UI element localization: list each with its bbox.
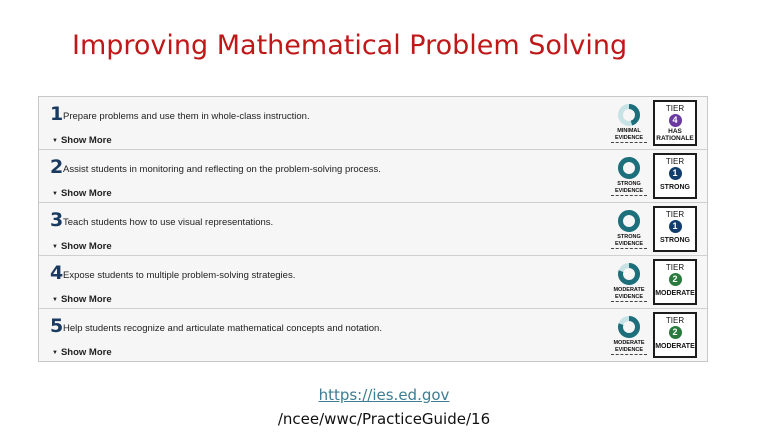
recommendation-row (39, 97, 707, 150)
show-more-button[interactable] (52, 241, 112, 252)
tier-number: 1 (669, 220, 682, 233)
recommendation-text: Prepare problems and use them in whole-class instruction. (63, 111, 310, 122)
tier-word: TIER (665, 316, 685, 325)
evidence-label-line1: MODERATE (613, 340, 645, 346)
evidence-label-line1: MODERATE (613, 287, 645, 293)
evidence-ring-icon (617, 103, 641, 127)
recommendation-row (39, 256, 707, 309)
evidence-label-line2: EVIDENCE (614, 346, 644, 353)
tier-badge (653, 312, 697, 358)
recommendation-number: 5 (50, 315, 64, 337)
caret-down-icon: ▼ (52, 350, 58, 356)
tier-badge (653, 259, 697, 305)
show-more-label: Show More (60, 294, 112, 305)
tier-badge (653, 153, 697, 199)
evidence-badge (611, 156, 647, 198)
tier-number: 2 (669, 273, 682, 286)
recommendation-text: Help students recognize and articulate mathematical concepts and notation. (63, 323, 382, 334)
caret-down-icon: ▼ (52, 244, 58, 250)
tier-desc-line2: RATIONALE (656, 135, 694, 142)
evidence-label-line2: EVIDENCE (614, 187, 644, 194)
recommendation-number: 2 (50, 156, 64, 178)
evidence-badge (611, 262, 647, 304)
evidence-label (611, 234, 647, 249)
show-more-button[interactable] (52, 135, 112, 146)
show-more-label: Show More (60, 241, 112, 252)
recommendation-text: Expose students to multiple problem-solving strategies. (63, 270, 296, 281)
tier-desc-line1: STRONG (660, 237, 690, 244)
evidence-label-line1: STRONG (617, 234, 641, 240)
evidence-label-line1: MINIMAL (617, 128, 641, 134)
evidence-ring-icon (617, 262, 641, 286)
evidence-label (611, 128, 647, 143)
recommendation-number: 1 (50, 103, 64, 125)
show-more-button[interactable] (52, 347, 112, 358)
recommendation-list (38, 96, 708, 362)
evidence-label (611, 181, 647, 196)
tier-word: TIER (665, 263, 685, 272)
caret-down-icon: ▼ (52, 297, 58, 303)
tier-badge (653, 206, 697, 252)
tier-desc-line1: MODERATE (655, 290, 695, 297)
source-link[interactable]: https://ies.ed.gov (318, 386, 450, 404)
evidence-ring-icon (617, 209, 641, 233)
tier-number: 1 (669, 167, 682, 180)
show-more-button[interactable] (52, 188, 112, 199)
tier-number: 4 (669, 114, 682, 127)
tier-word: TIER (665, 104, 685, 113)
tier-word: TIER (665, 210, 685, 219)
evidence-label-line2: EVIDENCE (614, 134, 644, 141)
recommendation-row (39, 309, 707, 362)
recommendation-row (39, 203, 707, 256)
evidence-label-line2: EVIDENCE (614, 293, 644, 300)
evidence-label-line2: EVIDENCE (614, 240, 644, 247)
tier-number: 2 (669, 326, 682, 339)
evidence-ring-icon (617, 315, 641, 339)
page-title: Improving Mathematical Problem Solving (72, 30, 628, 61)
evidence-badge (611, 315, 647, 357)
tier-badge (653, 100, 697, 146)
show-more-button[interactable] (52, 294, 112, 305)
recommendation-number: 3 (50, 209, 64, 231)
evidence-label-line1: STRONG (617, 181, 641, 187)
evidence-label (611, 340, 647, 355)
recommendation-text: Teach students how to use visual representations. (63, 217, 274, 228)
evidence-badge (611, 103, 647, 145)
recommendation-row (39, 150, 707, 203)
recommendation-number: 4 (50, 262, 64, 284)
evidence-ring-icon (617, 156, 641, 180)
tier-desc-line1: MODERATE (655, 343, 695, 350)
show-more-label: Show More (60, 135, 112, 146)
recommendation-text: Assist students in monitoring and reflecting on the problem-solving process. (63, 164, 381, 175)
evidence-label (611, 287, 647, 302)
tier-desc-line1: STRONG (660, 184, 690, 191)
source-path: /ncee/wwc/PracticeGuide/16 (277, 410, 491, 428)
show-more-label: Show More (60, 347, 112, 358)
evidence-badge (611, 209, 647, 251)
caret-down-icon: ▼ (52, 191, 58, 197)
tier-desc-line1: HAS (668, 128, 682, 135)
show-more-label: Show More (60, 188, 112, 199)
tier-word: TIER (665, 157, 685, 166)
caret-down-icon: ▼ (52, 138, 58, 144)
